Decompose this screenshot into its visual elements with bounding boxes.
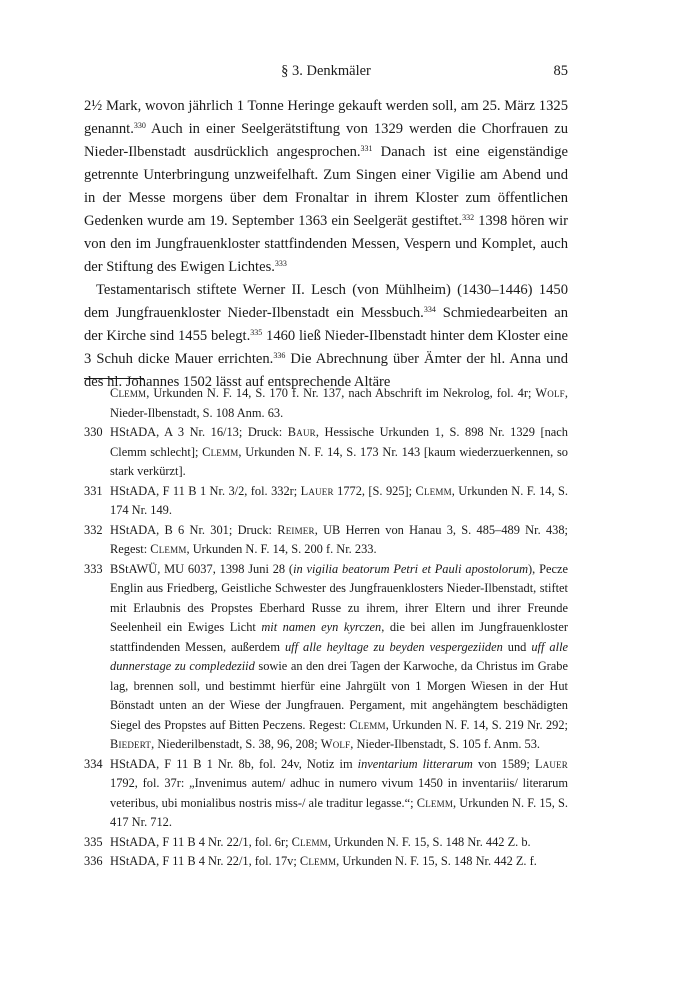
footnote-ref-335[interactable]: 335 [250,328,263,337]
footnote-number: 330 [84,425,103,439]
author-name: Wolf [535,386,565,400]
author-name: Clemm [150,542,187,556]
author-name: Wolf [320,737,351,751]
footnote-number: 332 [84,522,103,537]
author-name: Clemm [202,444,239,459]
text-run: Auch in einer Seelgerätstiftung von 1329 werden die Chorfrauen zu Nieder-Ilbenstadt ausdrücklich angesprochen. [84,121,568,160]
text-run: Testamentarisch stiftete Werner II. Lesch (von Mühlheim) (1430–1446) 1450 dem Jungfrauenkloster Nieder-Ilbenstadt ein Messbuch. [84,282,568,321]
main-text [84,95,568,394]
footnote-330: 330 HStADA, A 3 Nr. 16/13; Druck: Baur, Hessische Urkunden 1, S. 898 Nr. 1329 [nach Clemm schlecht]; Clemm, Urkunden N. F. 14, S. 173 Nr. 143 [kaum wiederzuerkennen, so stark verkürzt]. [84,423,568,482]
author-name: Lauer [534,756,569,771]
paragraph-1 [84,95,568,279]
footnote-334: 334 HStADA, F 11 B 1 Nr. 8b, fol. 24v, Notiz im inventarium litterarum von 1589; Lauer 1792, fol. 37r: „Invenimus autem/ adhuc in numero vivum 1450 in inventariis/ literarum veteribus, ubi monialibus nostris miss-/ ale traditur legasse.“; Clemm, Urkunden N. F. 15, S. 417 Nr. 712. [84,755,568,833]
latin-quote: inventarium litterarum [357,756,473,771]
paragraph-2 [84,279,568,394]
footnote-number: 336 [84,854,103,868]
text-run: 2½ Mark, wovon jährlich 1 Tonne Heringe gekauft werden soll, am 25. März 1325 genannt. [84,98,568,137]
footnote-ref-332[interactable]: 332 [462,213,475,222]
author-name: Clemm [291,834,328,849]
author-name: Reimer [277,522,315,537]
footnotes [84,384,568,872]
author-name: Baur [287,425,316,439]
text-run: Schmiedearbeiten an der Kirche sind 1455 belegt. [84,305,568,344]
author-name: Lauer [300,483,334,498]
author-name: Clemm [415,483,452,498]
text-run: 1460 ließ Nieder-Ilbenstadt hinter dem Kloster eine 3 Schuh dicke Mauer errichten. [84,328,568,367]
footnote-ref-330[interactable]: 330 [133,121,146,130]
author-name: Clemm [349,717,386,732]
text-run: 1398 hören wir von den im Jungfrauenkloster stattfindenden Messen, Vespern und Komplet, auch der Stiftung des Ewigen Lichtes. [84,213,568,275]
source-quote: mit namen eyn kyrczen [261,620,382,634]
footnote-number: 335 [84,834,103,849]
source-quote: uff alle heyltage zu beyden vespergeziiden [284,639,503,654]
footnote-332: 332 HStADA, B 6 Nr. 301; Druck: Reimer, UB Herren von Hanau 3, S. 485–489 Nr. 438; Regest: Clemm, Urkunden N. F. 14, S. 200 f. Nr. 233. [84,521,568,560]
text-run: Danach ist eine eigenständige getrennte Unterbringung unzweifelhaft. Zum Singen einer Vigilie am Abend und in der Messe morgens über dem Fronaltar in ihrem Kloster zum öffentlichen Gedenken wurde am 19. September 1363 ein Seelgerät gestiftet. [84,144,568,229]
footnote-number: 334 [84,756,103,771]
footnote-333: 333 BStAWÜ, MU 6037, 1398 Juni 28 (in vigilia beatorum Petri et Pauli apostolorum), Pecze Englin aus Friedberg, Geistliche Schwester des Jungfrauenklosters Nieder-Ilbenstadt, stiftet mit Erlaubnis des Propstes Eberhard Russe zu ihrem, ihrer Eltern und ihrer Freunde Seelenheil ein Ewiges Licht mit namen eyn kyrczen, die bei allen im Jungfrauenkloster stattfindenden Messen, außerdem uff alle heyltage zu beyden vespergeziiden und uff alle dunnerstage zu compledeziid sowie an den drei Tagen der Karwoche, da Christus im Grabe lag, brennen soll, und bestimmt hierfür eine Jahrgült von 1 Morgen Wiesen in der Hut Bönstadt unten an der Wiese der Jungfrauen. Pergament, mit angehängtem beschädigten Siegel des Propstes auf Bitten Peczens. Regest: Clemm, Urkunden N. F. 14, S. 219 Nr. 292; Biedert, Niederilbenstadt, S. 38, 96, 208; Wolf, Nieder-Ilbenstadt, S. 105 f. Anm. 53. [84,560,568,755]
footnote-number: 331 [84,483,103,498]
footnote-ref-333[interactable]: 333 [274,259,287,268]
footnote-separator [84,378,144,379]
footnote-continued: Clemm, Urkunden N. F. 14, S. 170 f. Nr. 137, nach Abschrift im Nekrolog, fol. 4r; Wolf, Nieder-Ilbenstadt, S. 108 Anm. 63. [110,386,568,420]
footnote-331: 331 HStADA, F 11 B 1 Nr. 3/2, fol. 332r; Lauer 1772, [S. 925]; Clemm, Urkunden N. F. 14, S. 174 Nr. 149. [84,482,568,521]
text-run: Die Abrechnung über Ämter der hl. Anna und des hl. Johannes 1502 lässt auf entsprechende Altäre [84,351,568,390]
author-name: Clemm [299,854,337,868]
source-quote: uff alle dunnerstage zu compledeziid [110,639,569,673]
footnote-ref-334[interactable]: 334 [423,305,436,314]
footnote-ref-336[interactable]: 336 [273,351,286,360]
latin-quote: in vigilia beatorum Petri et Pauli apostolorum [293,561,529,576]
author-name: Biedert [110,737,152,751]
author-name: Clemm [416,795,454,810]
footnote-ref-331[interactable]: 331 [360,144,373,153]
footnote-335: 335 HStADA, F 11 B 4 Nr. 22/1, fol. 6r; Clemm, Urkunden N. F. 15, S. 148 Nr. 442 Z. b. [84,833,568,853]
page-number: 85 [553,63,568,79]
section-title: § 3. Denkmäler [281,63,371,79]
footnote-336: 336 HStADA, F 11 B 4 Nr. 22/1, fol. 17v; Clemm, Urkunden N. F. 15, S. 148 Nr. 442 Z. f. [84,852,568,872]
footnote-number: 333 [84,561,103,576]
author-name: Clemm [110,386,147,400]
